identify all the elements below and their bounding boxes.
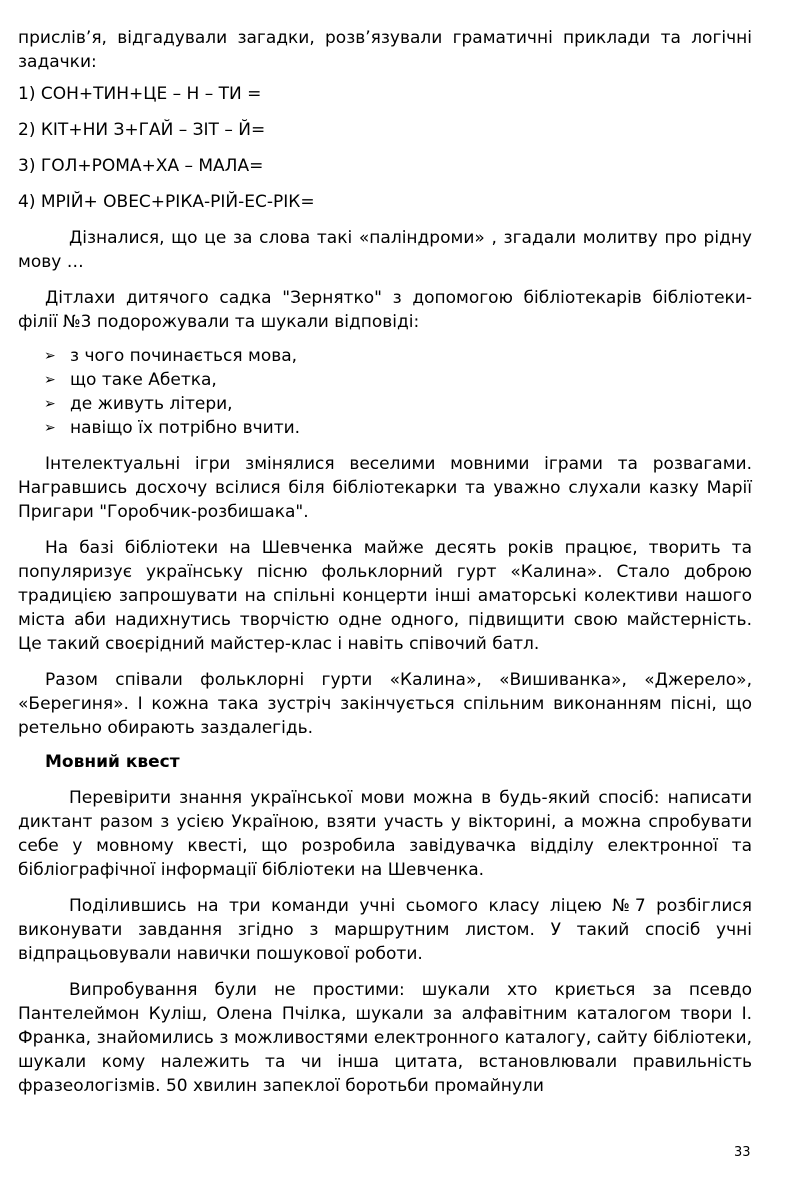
paragraph-quest-2: Поділившись на три команди учні сьомого класу ліцею №7 розбіглися виконувати завдання згідно з маршрутним листом. У такий спосіб учні відпрацьовували навички пошукової роботи. xyxy=(18,896,752,964)
list-item-text: що таке Абетка, xyxy=(70,370,217,390)
paragraph-quest-3: Випробування були не простими: шукали хто криється за псевдо Пантелеймон Куліш, Олена Пчілка, шукали за алфавітним каталогом твори І. Франка, знайомились з можливостями електронного каталогу, сайту бібліотеки, шукали кому належить та чи інша цитата, встановлювали правильність фразеологізмів. 50 хвилин запеклої боротьби промайнули xyxy=(18,980,752,1096)
paragraph-kindergarten: Дітлахи дитячого садка "Зернятко" з допомогою бібліотекарів бібліотеки-філії №3 подорожували та шукали відповіді: xyxy=(18,288,752,332)
puzzle-1: 1) СОН+ТИН+ЦЕ – Н – ТИ = xyxy=(18,84,262,104)
list-item xyxy=(18,416,752,440)
list-item-text: з чого починається мова, xyxy=(70,346,298,366)
paragraph-kalyna: На базі бібліотеки на Шевченка майже десять років працює, творить та популяризує українську пісню фольклорний гурт «Калина». Стало доброю традицією запрошувати на спільні концерти інші аматорські колективи нашого міста аби надихнутись творчістю одне одного, підвищити свою майстерність. Це такий своєрідний майстер-клас і навіть співочий батл. xyxy=(18,538,752,654)
paragraph-groups: Разом співали фольклорні гурти «Калина», «Вишиванка», «Джерело», «Берегиня». І кожна така зустріч закінчується спільним виконанням пісні, що ретельно обирають заздалегідь. xyxy=(18,670,752,738)
section-heading-quest: Мовний квест xyxy=(45,752,180,772)
page-number: 33 xyxy=(734,1145,751,1160)
arrow-bullet-icon: ➢ xyxy=(44,396,56,412)
question-list xyxy=(18,344,752,440)
paragraph-palindromes: Дізналися, що це за слова такі «паліндроми» , згадали молитву про рідну мову … xyxy=(18,228,752,272)
puzzle-2: 2) КІТ+НИ З+ГАЙ – ЗІТ – Й= xyxy=(18,120,266,140)
paragraph-intro-tail: прислів’я, відгадували загадки, розв’язували граматичні приклади та логічні задачки: xyxy=(18,28,752,72)
list-item-text: де живуть літери, xyxy=(70,394,233,414)
list-item xyxy=(18,368,752,392)
puzzle-3: 3) ГОЛ+РОМА+ХА – МАЛА= xyxy=(18,156,264,176)
puzzle-4: 4) МРІЙ+ ОВЕС+РІКА-РІЙ-ЕС-РІК= xyxy=(18,192,315,212)
paragraph-quest-1: Перевірити знання української мови можна в будь-який спосіб: написати диктант разом з усією Україною, взяти участь у вікторині, а можна спробувати себе у мовному квесті, що розробила завідувачка відділу електронної та бібліографічної інформації бібліотеки на Шевченка. xyxy=(18,788,752,880)
paragraph-games: Інтелектуальні ігри змінялися веселими мовними іграми та розвагами. Награвшись досхочу всілися біля бібліотекарки та уважно слухали казку Марії Пригари "Горобчик-розбишака". xyxy=(18,454,752,522)
list-item-text: навіщо їх потрібно вчити. xyxy=(70,418,301,438)
document-page xyxy=(18,26,752,1098)
arrow-bullet-icon: ➢ xyxy=(44,420,56,436)
arrow-bullet-icon: ➢ xyxy=(44,348,56,364)
list-item xyxy=(18,344,752,368)
arrow-bullet-icon: ➢ xyxy=(44,372,56,388)
list-item xyxy=(18,392,752,416)
